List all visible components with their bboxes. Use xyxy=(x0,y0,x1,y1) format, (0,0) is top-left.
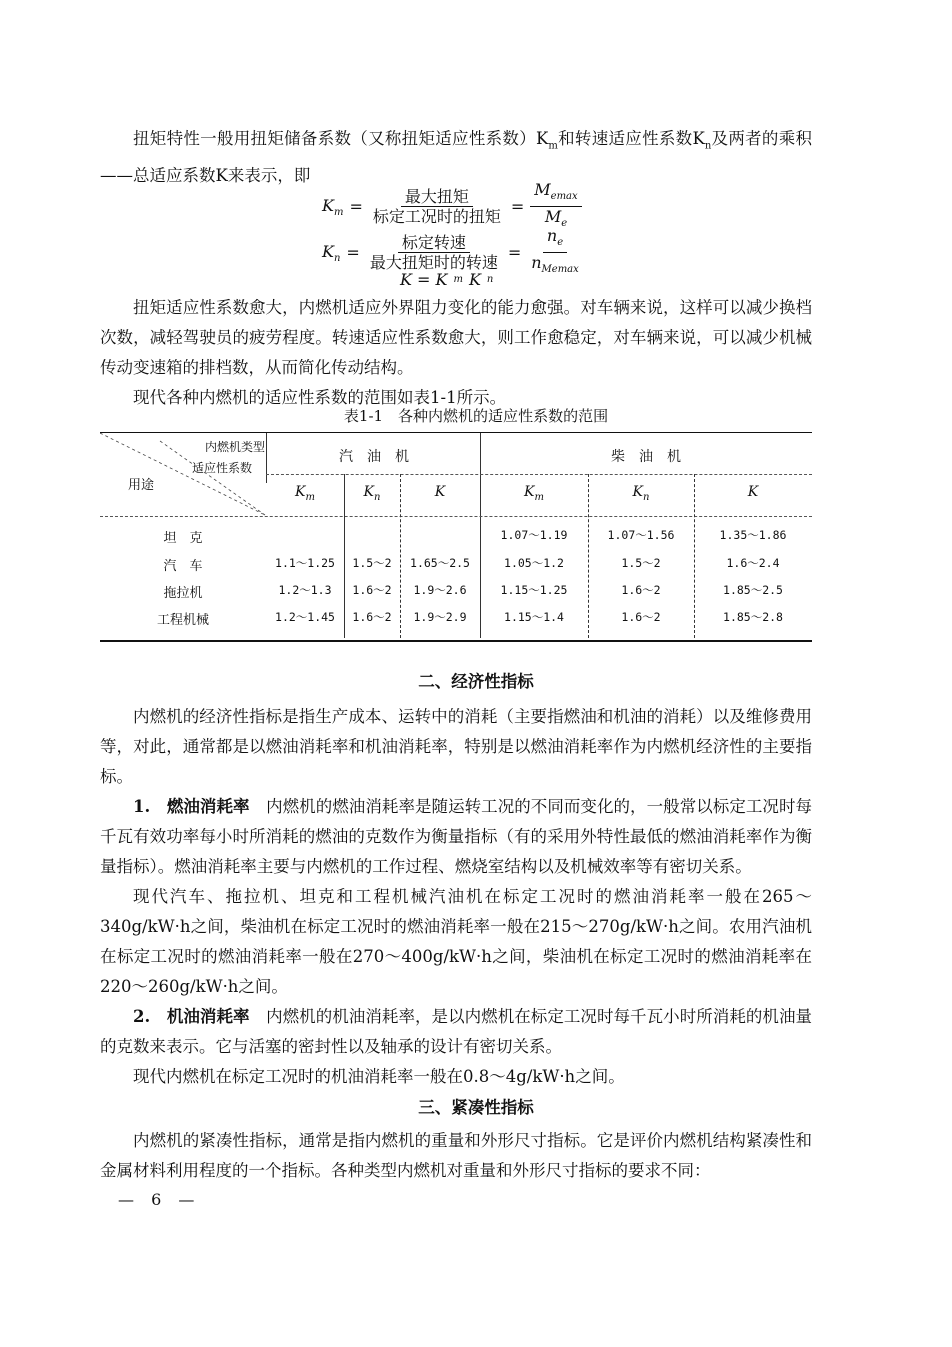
eq-km-fraction xyxy=(369,187,505,226)
range-text: 现代各种内燃机的适应性系数的范围如表1-1所示。 xyxy=(133,388,507,407)
table-vline xyxy=(266,433,267,483)
table-cell-use: 拖拉机 xyxy=(163,586,203,601)
table-cell: 1.9～2.6 xyxy=(413,583,467,597)
item1-text: 内燃机的燃油消耗率是随运转工况的不同而变化的，一般常以标定工况时每千瓦有效功率每小时所消耗的燃油的克数作为衡量指标（有的采用外特性最低的燃油消耗率作为衡量指标）。燃油消耗率主要与内燃机的工作过程、燃烧室结构以及机械效率等有密切关系。 xyxy=(100,797,813,876)
table-corner-use: 用途 xyxy=(128,478,155,493)
eq-kn-lhs: $K_n$ xyxy=(322,241,341,264)
section2-p2: 现代汽车、拖拉机、坦克和工程机械汽油机在标定工况时的燃油消耗率一般在265～340g/kW·h之间，柴油机在标定工况时的燃油消耗率一般在215～270g/kW·h之间。农用汽油机在标定工况时的燃油消耗率一般在270～400g/kW·h之间，柴油机在标定工况时的燃油消耗率在220～260g/kW·h之间。 xyxy=(100,887,812,996)
table-cell: 1.85～2.8 xyxy=(723,610,783,624)
section2-item2 xyxy=(100,1002,812,1062)
table-cell: 1.85～2.5 xyxy=(723,583,783,597)
eq-kn-denominator: 最大扭矩时的转速 xyxy=(369,253,498,273)
table-group-rule xyxy=(266,474,812,475)
intro-text-3: 及两者的乘积——总适应系数K来表示，即 xyxy=(100,129,813,186)
table-cell: 1.05～1.2 xyxy=(504,556,564,570)
table-cell: 1.6～2 xyxy=(352,583,392,597)
eq-kn-numerator: 标定转速 xyxy=(398,233,470,253)
table-cell: 1.6～2 xyxy=(352,610,392,624)
page-number: — 6 — xyxy=(118,1190,201,1209)
intro-text-1: 扭矩特性一般用扭矩储备系数（又称扭矩适应性系数）K xyxy=(133,129,549,148)
section2-body xyxy=(100,702,812,1092)
table-subhead-gas-km: $K_m$ xyxy=(295,484,315,503)
table-cell: 1.35～1.86 xyxy=(719,528,787,542)
section2-p1: 内燃机的经济性指标是指生产成本、运转中的消耗（主要指燃油和机油的消耗）以及维修费用等，对此，通常都是以燃油消耗率和机油消耗率，特别是以燃油消耗率作为内燃机经济性的主要指标。 xyxy=(100,707,812,786)
table-cell: 1.1～1.25 xyxy=(275,556,335,570)
item2-title: 2. 机油消耗率 xyxy=(133,1007,250,1026)
adaptability-paragraph xyxy=(100,293,812,413)
table-cell: 1.9～2.9 xyxy=(413,610,467,624)
table-header-rule xyxy=(100,516,812,517)
eq-km-denominator: 标定工况时的扭矩 xyxy=(372,207,501,227)
table-cell: 1.6～2 xyxy=(621,610,661,624)
table-cell: 1.07～1.56 xyxy=(607,528,675,542)
equation-k: K = K m K n xyxy=(400,270,494,289)
eq-kn-symbolic: $\frac{n_e}{n_{Memax}}$ xyxy=(531,226,579,276)
section2-heading: 二、经济性指标 xyxy=(418,672,534,691)
table-cell: 1.6～2.4 xyxy=(726,556,780,570)
table-subhead-diesel-kn: $K_n$ xyxy=(632,484,650,503)
section3-heading: 三、紧凑性指标 xyxy=(418,1098,534,1117)
table-cell-use: 汽 车 xyxy=(163,559,203,574)
table-cell: 1.15～1.4 xyxy=(504,610,564,624)
table-cell: 1.2～1.45 xyxy=(275,610,335,624)
table-subhead-diesel-km: $K_m$ xyxy=(524,484,544,503)
table-subhead-diesel-k: K xyxy=(747,484,759,500)
intro-text-2: 和转速适应性系数K xyxy=(557,129,705,148)
table-cell: 1.65～2.5 xyxy=(410,556,470,570)
section2-item1 xyxy=(100,792,812,882)
table-cell: 1.07～1.19 xyxy=(500,528,568,542)
item2-text: 内燃机的机油消耗率，是以内燃机在标定工况时每千瓦小时所消耗的机油量的克数来表示。它与活塞的密封性以及轴承的设计有密切关系。 xyxy=(100,1007,813,1056)
eq-km-lhs: $K_m$ xyxy=(322,195,344,218)
table-group-diesel: 柴 油 机 xyxy=(611,449,681,465)
table-cell: 1.6～2 xyxy=(621,583,661,597)
table-cell-use: 坦 克 xyxy=(163,531,203,546)
table-subhead-gas-k: K xyxy=(434,484,446,500)
equation-kn: $K_n$ = $\frac{\text{标定转速}}{\text{最大扭矩时的转速}}$ = $\frac{n_e}{n_{Memax}}$ xyxy=(322,226,583,279)
adaptability-text: 扭矩适应性系数愈大，内燃机适应外界阻力变化的能力愈强。对车辆来说，这样可以减少换档次数，减轻驾驶员的疲劳程度。转速适应性系数愈大，则工作愈稳定，对车辆来说，可以减少机械传动变速箱的排档数，从而简化传动结构。 xyxy=(100,298,812,377)
table-corner-type: 内燃机类型 xyxy=(205,440,266,454)
table-bottom-rule xyxy=(100,640,812,642)
section3-body xyxy=(100,1126,812,1186)
item1-title: 1. 燃油消耗率 xyxy=(133,797,250,816)
table-group-gasoline: 汽 油 机 xyxy=(339,449,409,465)
equation-km: $K_m$ = $\frac{\text{最大扭矩}}{\text{标定工况时的扭矩}}$ = $\frac{M_{emax}}{M_e}$ xyxy=(322,180,582,233)
intro-sub-m: m xyxy=(548,140,558,152)
table-subhead-gas-kn: $K_n$ xyxy=(363,484,381,503)
table-corner-coef: 适应性系数 xyxy=(192,461,253,475)
table-cell: 1.5～2 xyxy=(352,556,392,570)
table-cell: 1.2～1.3 xyxy=(278,583,332,597)
eq-km-numerator: 最大扭矩 xyxy=(401,187,473,207)
table-caption: 表1-1 各种内燃机的适应性系数的范围 xyxy=(343,407,609,425)
eq-kn-fraction xyxy=(366,233,502,272)
section2-p3: 现代内燃机在标定工况时的机油消耗率一般在0.8～4g/kW·h之间。 xyxy=(133,1067,625,1086)
table-cell: 1.5～2 xyxy=(621,556,661,570)
intro-sub-n: n xyxy=(704,140,712,152)
table-cell: 1.15～1.25 xyxy=(500,583,568,597)
eq-km-symbolic: $\frac{M_{emax}}{M_e}$ xyxy=(530,180,581,233)
table-cell-use: 工程机械 xyxy=(156,613,209,628)
section3-p1: 内燃机的紧凑性指标，通常是指内燃机的重量和外形尺寸指标。它是评价内燃机结构紧凑性和金属材料利用程度的一个指标。各种类型内燃机对重量和外形尺寸指标的要求不同： xyxy=(100,1131,812,1180)
